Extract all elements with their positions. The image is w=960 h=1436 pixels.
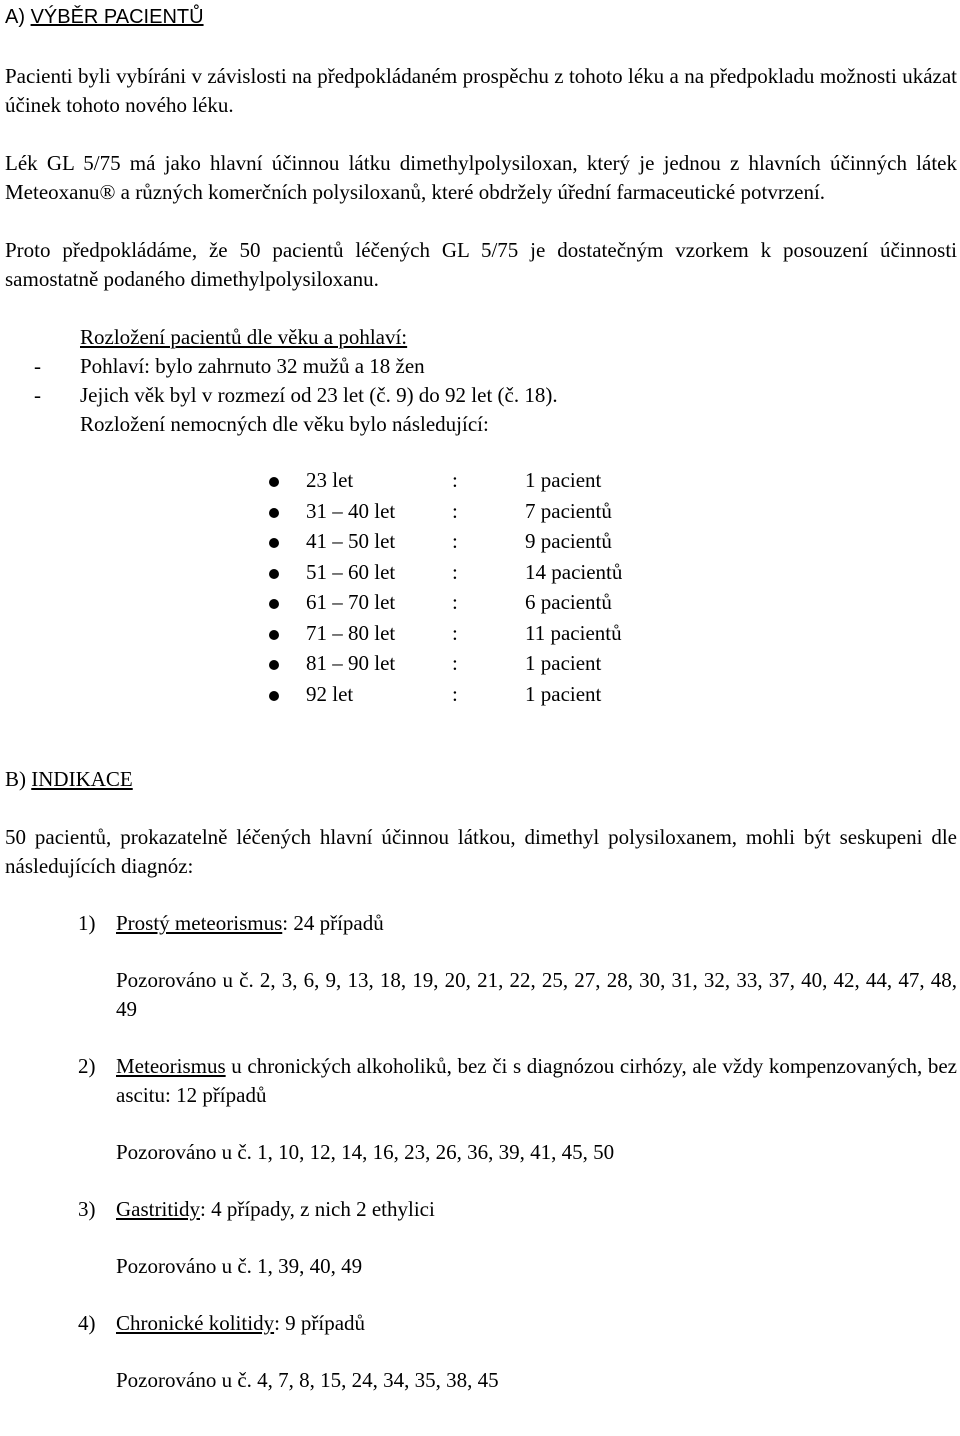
indication-number: 1) (78, 911, 96, 935)
indication-observed: Pozorováno u č. 1, 10, 12, 14, 16, 23, 26, 36, 39, 41, 45, 50 (116, 1140, 615, 1164)
indication-desc: : 4 případy, z nich 2 ethylici (200, 1197, 435, 1221)
indication-name: Chronické kolitidy (116, 1311, 275, 1335)
distribution-title-line (5, 323, 957, 352)
indication-observed: Pozorováno u č. 1, 39, 40, 49 (116, 1254, 363, 1278)
age-separator: : (452, 651, 458, 675)
age-separator: : (452, 590, 458, 614)
indication-desc: : 9 případů (274, 1311, 366, 1335)
paragraph-selection: Pacienti byli vybíráni v závislosti na předpokládaném prospěchu z tohoto léku a na předpokladu možnosti ukázat účinek tohoto nového léku. (5, 64, 957, 117)
section-a-title: VÝBĚR PACIENTŮ (30, 6, 204, 28)
indication-name: Prostý meteorismus (116, 911, 283, 935)
bullet-dot (269, 599, 279, 609)
age-separator: : (452, 621, 458, 645)
bullet-dot (269, 569, 279, 579)
age-row (5, 588, 705, 619)
indication-item (5, 1052, 957, 1110)
section-a-prefix: A) (5, 6, 31, 28)
age-separator: : (452, 529, 458, 553)
age-separator: : (452, 682, 458, 706)
indication-item (5, 1309, 957, 1338)
age-count: 7 pacientů (525, 499, 612, 523)
age-row (5, 466, 705, 497)
bullet-text: Pohlaví: bylo zahrnuto 32 mužů a 18 žen (80, 354, 425, 378)
age-count: 1 pacient (525, 682, 602, 706)
indication-name: Gastritidy (116, 1197, 200, 1221)
age-row (5, 497, 705, 528)
age-separator: : (452, 560, 458, 584)
age-count: 1 pacient (525, 468, 602, 492)
section-a-heading (5, 3, 957, 33)
age-range: 81 – 90 let (306, 651, 396, 675)
paragraph-drug-description: Lék GL 5/75 má jako hlavní účinnou látku dimethylpolysiloxan, který je jednou z hlavních účinných látek Meteoxanu® a různých komerčních polysiloxanů, které obdržely úřední farmaceutické potvrzení. (5, 151, 957, 204)
age-separator: : (452, 499, 458, 523)
age-row (5, 558, 705, 589)
indication-number: 2) (78, 1054, 96, 1078)
section-b-title: INDIKACE (31, 767, 133, 791)
indication-name: Meteorismus (116, 1054, 226, 1078)
indication-desc: : 24 případů (282, 911, 384, 935)
age-range: 71 – 80 let (306, 621, 396, 645)
bullet-sex (5, 352, 957, 381)
age-count: 11 pacientů (525, 621, 622, 645)
indication-observed: Pozorováno u č. 2, 3, 6, 9, 13, 18, 19, 20, 21, 22, 25, 27, 28, 30, 31, 32, 33, 37, 40, 42, 44, 47, 48, 49 (116, 968, 957, 1021)
age-row (5, 680, 705, 711)
indications-intro: 50 pacientů, prokazatelně léčených hlavní účinnou látkou, dimethyl polysiloxanem, mohli být seskupeni dle následujících diagnóz: (5, 825, 957, 878)
bullet-dot (269, 660, 279, 670)
age-count: 9 pacientů (525, 529, 612, 553)
age-range: 41 – 50 let (306, 529, 396, 553)
age-separator: : (452, 468, 458, 492)
age-range: 51 – 60 let (306, 560, 396, 584)
section-b-prefix: B) (5, 767, 32, 791)
bullet-dot (269, 538, 279, 548)
age-intro: Rozložení nemocných dle věku bylo následující: (80, 412, 489, 436)
indication-item (5, 909, 957, 938)
age-row (5, 527, 705, 558)
age-count: 6 pacientů (525, 590, 612, 614)
age-row (5, 619, 705, 650)
indication-number: 3) (78, 1197, 96, 1221)
age-range: 92 let (306, 682, 354, 706)
age-row (5, 649, 705, 680)
indication-number: 4) (78, 1311, 96, 1335)
document-page (5, 3, 957, 1395)
paragraph-sample-size: Proto předpokládáme, že 50 pacientů léčených GL 5/75 je dostatečným vzorkem k posouzení účinnosti samostatně podaného dimethylpolysiloxanu. (5, 238, 957, 291)
distribution-title: Rozložení pacientů dle věku a pohlaví: (80, 325, 408, 349)
age-range: 61 – 70 let (306, 590, 396, 614)
section-b-heading (5, 765, 957, 795)
indication-desc: u chronických alkoholiků, bez či s diagnózou cirhózy, ale vždy kompenzovaných, bez ascitu: 12 případů (116, 1054, 957, 1107)
indication-observed: Pozorováno u č. 4, 7, 8, 15, 24, 34, 35, 38, 45 (116, 1368, 499, 1392)
age-count: 14 pacientů (525, 560, 623, 584)
bullet-dot (269, 691, 279, 701)
bullet-dash: - (34, 354, 41, 378)
age-range: 31 – 40 let (306, 499, 396, 523)
age-distribution-list (5, 466, 957, 712)
bullet-age-range (5, 381, 957, 410)
age-range: 23 let (306, 468, 354, 492)
bullet-text: Jejich věk byl v rozmezí od 23 let (č. 9) do 92 let (č. 18). (80, 383, 558, 407)
bullet-dash: - (34, 383, 41, 407)
age-count: 1 pacient (525, 651, 602, 675)
bullet-dot (269, 477, 279, 487)
indication-item (5, 1195, 957, 1224)
bullet-dot (269, 630, 279, 640)
bullet-dot (269, 508, 279, 518)
